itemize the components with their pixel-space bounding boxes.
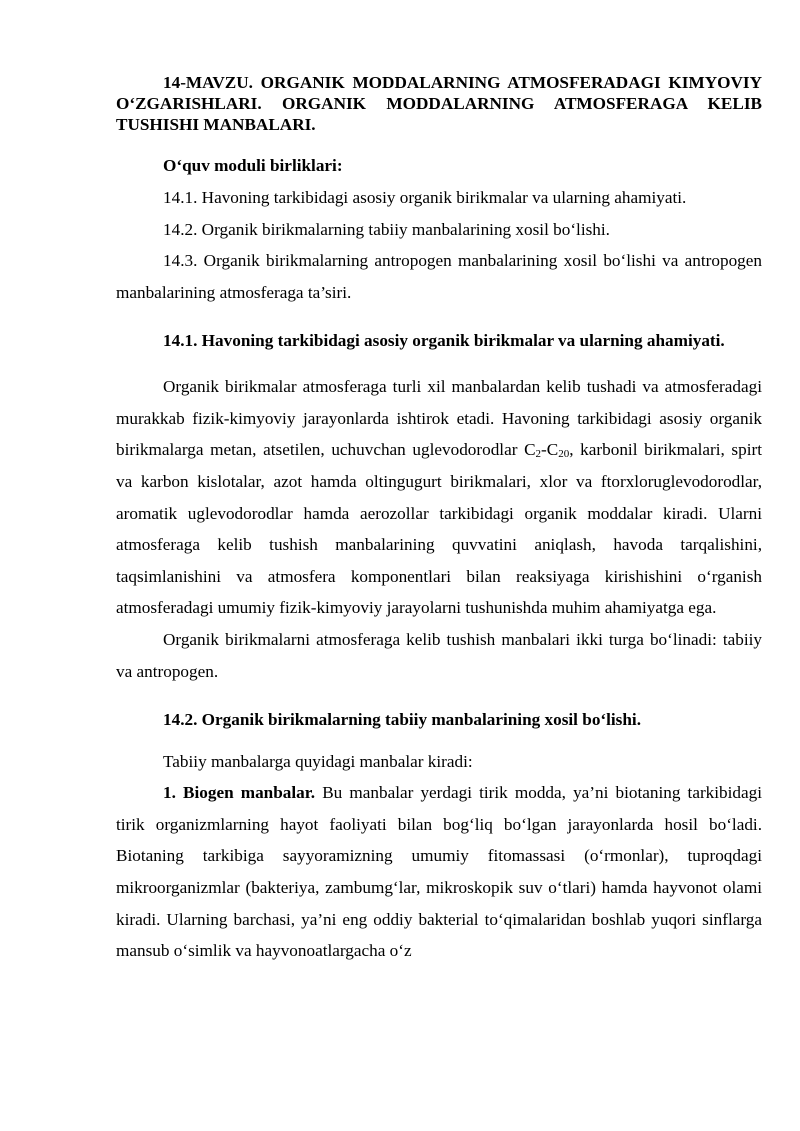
page-content (116, 72, 762, 967)
document-title: 14-MAVZU. ORGANIK MODDALARNING ATMOSFERADAGI KIMYOVIY O‘ZGARISHLARI. ORGANIK MODDALARNING ATMOSFERAGA KELIB TUSHISHI MANBALARI. (116, 73, 762, 134)
module-item-2: 14.2. Organik birikmalarning tabiiy manbalarining xosil bo‘lishi. (163, 220, 610, 239)
paragraph-text: , karbonil birikmalari, spirt va karbon kislotalar, azot hamda oltingugurt birikmalari, xlor va ftorxloruglevodorodlar, aromatik uglevodorodlar hamda aerozollar tarkibidagi organik moddalar kiradi. Ularni atmosferaga kelib tushish manbalarining quvvatini aniqlash, havoda tarqalishini, taqsimlanishini va atmosfera komponentlari bilan reaksiyaga kirishishini o‘rganish atmosferadagi umumiy fizik-kimyoviy jarayolarni tushunishda muhim ahamiyatga ega. (116, 440, 762, 618)
section-2-item-1 (116, 777, 762, 967)
modules-heading: O‘quv moduli birliklari: (163, 156, 343, 175)
subscript: 2 (535, 448, 542, 461)
section-1-paragraph-1 (116, 371, 762, 624)
subscript: 20 (558, 448, 570, 461)
section-1-heading: 14.1. Havoning tarkibidagi asosiy organik birikmalar va ularning ahamiyati. (163, 331, 725, 351)
section-2-heading: 14.2. Organik birikmalarning tabiiy manbalarining xosil bo‘lishi. (163, 710, 642, 730)
module-item-3: 14.3. Organik birikmalarning antropogen manbalarining xosil bo‘lishi va antropogen manbalarining atmosferaga ta’siri. (116, 251, 762, 302)
section-2-intro: Tabiiy manbalarga quyidagi manbalar kiradi: (163, 752, 473, 772)
item-label: 1. Biogen manbalar. (163, 783, 316, 803)
paragraph-text: Organik birikmalar atmosferaga turli xil manbalardan kelib tushadi va atmosferadagi murakkab fizik-kimyoviy jarayonlarda ishtirok etadi. Havoning tarkibidagi asosiy organik birikmalarga metan, atsetilen, uchuvchan uglevodorodlar C (116, 377, 762, 460)
module-item-1: 14.1. Havoning tarkibidagi asosiy organik birikmalar va ularning ahamiyati. (163, 188, 687, 207)
paragraph-text: -C (541, 440, 559, 460)
section-1-paragraph-2: Organik birikmalarni atmosferaga kelib tushish manbalari ikki turga bo‘linadi: tabiiy va antropogen. (116, 629, 762, 681)
paragraph-text: Bu manbalar yerdagi tirik modda, ya’ni biotaning tarkibidagi tirik organizmlarning hayot faoliyati bilan bog‘liq bo‘lgan jarayonlarda hosil bo‘ladi. Biotaning tarkibiga sayyoramizning umumiy fitomassasi (o‘rmonlar), tuproqdagi mikroorganizmlar (bakteriya, zambumg‘lar, mikroskopik suv o‘tlari) hamda hayvonot olami kiradi. Ularning barchasi, ya’ni eng oddiy bakterial to‘qimalaridan boshlab yuqori sinflarga mansub o‘simlik va hayvonoatlargacha o‘z (116, 783, 763, 961)
